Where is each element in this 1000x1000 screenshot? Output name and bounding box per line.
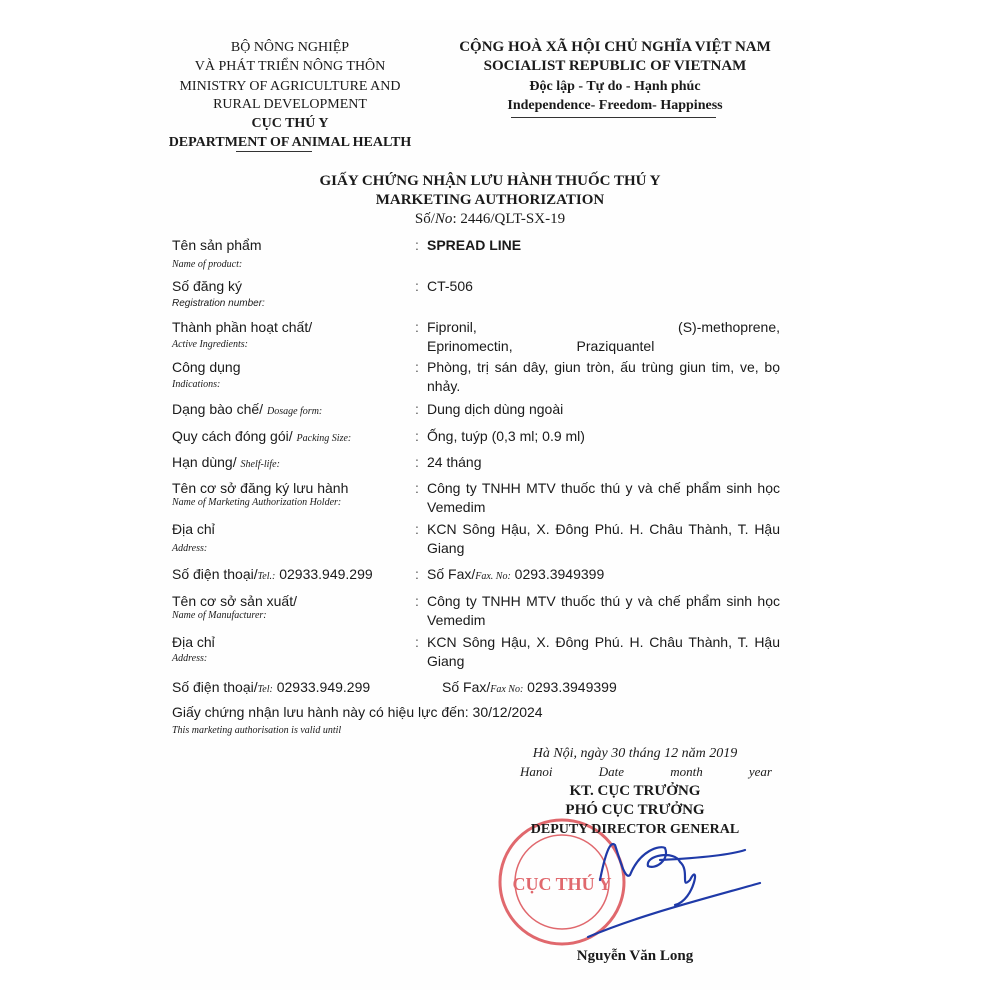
colon: :	[415, 634, 419, 650]
field-label: Tên cơ sở sản xuất/	[172, 593, 297, 609]
signer-title-en: DEPUTY DIRECTOR GENERAL	[530, 822, 740, 837]
department-en: DEPARTMENT OF ANIMAL HEALTH	[168, 135, 412, 150]
field-value: Ống, tuýp (0,3 ml; 0.9 ml)	[427, 428, 585, 444]
field-label-en: Registration number:	[172, 298, 265, 309]
field-label: Hạn dùng/	[172, 454, 237, 470]
field-label: Tên sản phẩm	[172, 237, 262, 253]
fax-label-en: Fax. No:	[475, 571, 511, 582]
signer-name: Nguyễn Văn Long	[576, 948, 694, 964]
motto-vi: Độc lập - Tự do - Hạnh phúc	[529, 79, 701, 94]
ministry-en-1: MINISTRY OF AGRICULTURE AND	[179, 79, 401, 94]
colon: :	[415, 428, 419, 444]
number-value: : 2446/QLT-SX-19	[452, 211, 566, 227]
field-label: Địa chỉ	[172, 521, 215, 537]
field-value: KCN Sông Hậu, X. Đông Phú. H. Châu Thành, T. Hậu Giang	[427, 634, 780, 669]
field-value: CT-506	[427, 278, 473, 294]
field-label-en: Address:	[172, 543, 208, 554]
field-value: Phòng, trị sán dây, giun tròn, ấu trùng giun tim, ve, bọ nhảy.	[427, 359, 780, 394]
field-label-en: Name of Marketing Authorization Holder:	[172, 497, 342, 508]
colon: :	[415, 278, 419, 294]
field-label-en: Active Ingredients:	[172, 339, 248, 350]
field-label-en: Name of Manufacturer:	[172, 610, 267, 621]
colon: :	[415, 593, 419, 609]
fax-label: Số Fax/	[442, 679, 491, 695]
field-value: Dung dịch dùng ngoài	[427, 401, 564, 417]
field-label: Thành phần hoạt chất/	[172, 319, 313, 335]
field-value: SPREAD LINE	[427, 237, 522, 253]
colon: :	[415, 521, 419, 537]
date-en-year: year	[748, 764, 772, 779]
field-label: Số điện thoại/	[172, 679, 258, 695]
field-label-en: Indications:	[172, 379, 221, 390]
stamp-text: CỤC THÚ Y	[512, 874, 612, 894]
ministry-vi-2: VÀ PHÁT TRIỂN NÔNG THÔN	[194, 59, 386, 74]
field-label-en: Packing Size:	[296, 433, 352, 444]
fax-label-en: Fax No:	[490, 684, 524, 695]
ministry-en-2: RURAL DEVELOPMENT	[213, 97, 367, 112]
validity-text-en: This marketing authorisation is valid until	[172, 725, 342, 736]
colon: :	[415, 401, 419, 417]
field-label: Số đăng ký	[172, 278, 243, 294]
field-label: Quy cách đóng gói/	[172, 428, 293, 444]
field-label: Tên cơ sở đăng ký lưu hành	[172, 480, 349, 496]
fax-value: 0293.3949399	[510, 566, 605, 582]
number-label: Số/	[414, 211, 435, 227]
colon: :	[415, 359, 419, 375]
field-label: Dạng bào chế/	[172, 401, 264, 417]
red-stamp-icon	[500, 820, 624, 944]
field-value: Công ty TNHH MTV thuốc thú y và chế phẩm sinh học Vemedim	[427, 480, 780, 515]
field-label: Công dụng	[172, 359, 241, 375]
department-vi: CỤC THÚ Y	[251, 116, 329, 131]
fax-label: Số Fax/	[427, 566, 476, 582]
field-label-en: Tel:	[257, 684, 273, 695]
field-label-en: Tel.:	[257, 571, 276, 582]
signer-title-1: KT. CỤC TRƯỞNG	[569, 783, 701, 799]
number-label-en: No	[434, 211, 453, 227]
field-label-en: Address:	[172, 653, 208, 664]
field-label: Số điện thoại/	[172, 566, 258, 582]
date-en-month: month	[670, 764, 703, 779]
country-en: SOCIALIST REPUBLIC OF VIETNAM	[483, 58, 747, 74]
phone-value: 02933.949.299	[272, 679, 371, 695]
date-en-hanoi: Hanoi	[520, 764, 553, 779]
colon: :	[415, 454, 419, 470]
signer-title-2: PHÓ CỤC TRƯỞNG	[565, 802, 705, 818]
field-value: 24 tháng	[427, 454, 482, 470]
signing-date-en	[520, 764, 772, 780]
signature-icon	[588, 844, 760, 937]
colon: :	[415, 319, 419, 335]
ministry-vi-1: BỘ NÔNG NGHIỆP	[230, 40, 350, 55]
country-vi: CỘNG HOÀ XÃ HỘI CHỦ NGHĨA VIỆT NAM	[459, 39, 771, 55]
signing-date: Hà Nội, ngày 30 tháng 12 năm 2019	[532, 746, 738, 761]
field-label-en: Shelf-life:	[240, 459, 280, 470]
date-en-date: Date	[598, 764, 624, 779]
field-label-en: Dosage form:	[266, 406, 323, 417]
field-label-en: Name of product:	[172, 259, 243, 270]
phone-value: 02933.949.299	[275, 566, 373, 582]
document-title-en: MARKETING AUTHORIZATION	[375, 192, 605, 208]
motto-en: Independence- Freedom- Happiness	[507, 98, 723, 113]
field-value: Công ty TNHH MTV thuốc thú y và chế phẩm sinh học Vemedim	[427, 593, 780, 628]
field-value: Fipronil, (S)-methoprene, Eprinomectin, Praziquantel	[427, 319, 780, 354]
fax-value: 0293.3949399	[523, 679, 617, 695]
colon: :	[415, 237, 419, 253]
colon: :	[415, 566, 419, 582]
field-value: KCN Sông Hậu, X. Đông Phú. H. Châu Thành, T. Hậu Giang	[427, 521, 780, 556]
document-title-vi: GIẤY CHỨNG NHẬN LƯU HÀNH THUỐC THÚ Y	[319, 173, 661, 189]
field-label: Địa chỉ	[172, 634, 215, 650]
colon: :	[415, 480, 419, 496]
validity-text: Giấy chứng nhận lưu hành này có hiệu lực đến: 30/12/2024	[172, 704, 543, 720]
